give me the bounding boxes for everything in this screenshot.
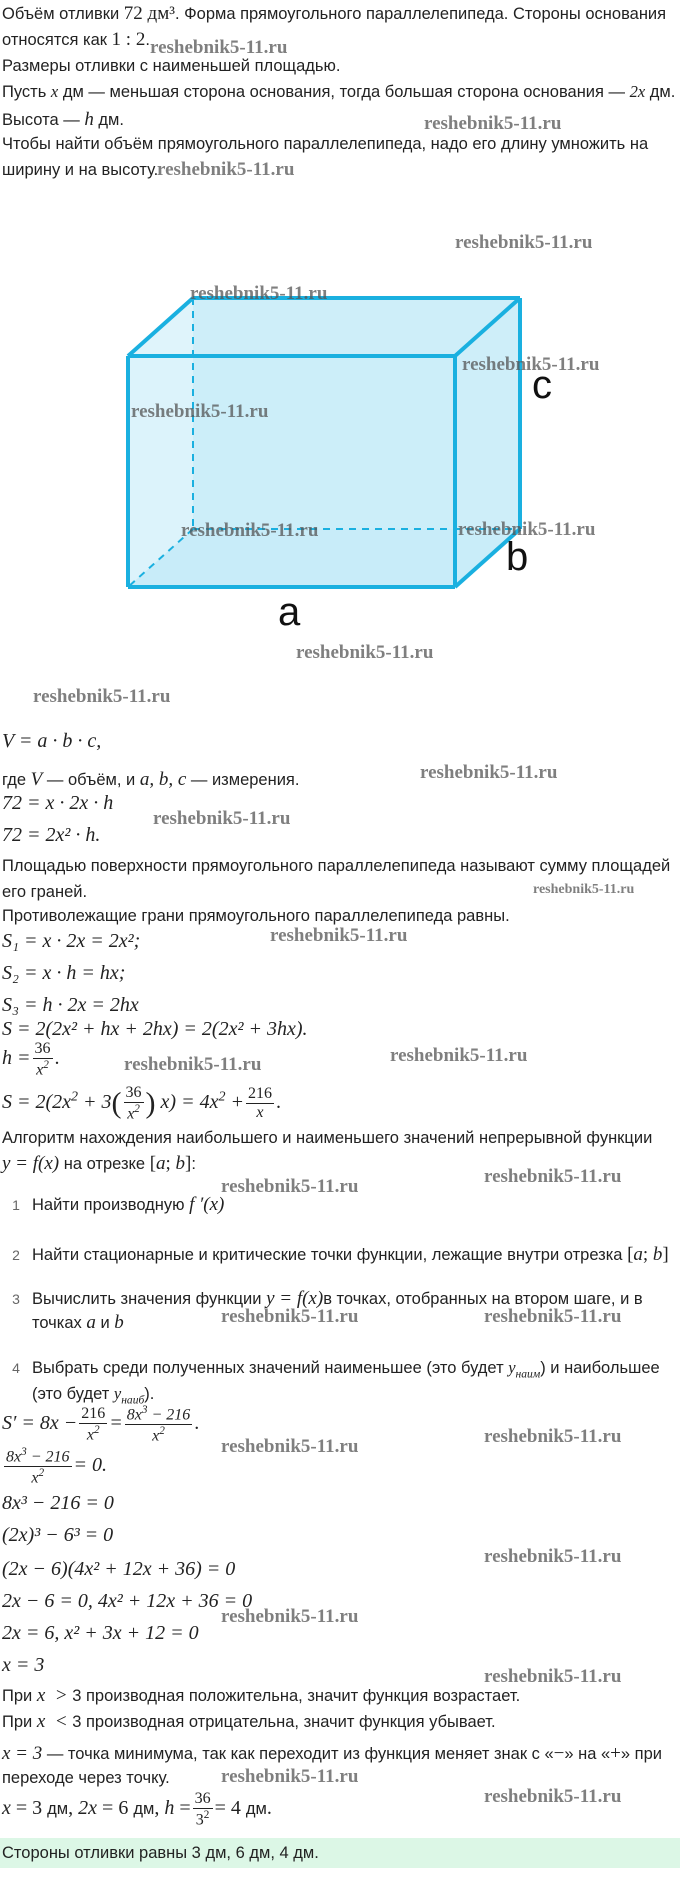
intro-line-7: ширину и на высоту. xyxy=(2,161,159,179)
equation-s2: S₂ = x · h = hx; xyxy=(2,962,126,984)
surface-text-3: Противолежащие грани прямоугольного параллелепипеда равны. xyxy=(2,907,510,925)
watermark: reshebnik5-11.ru xyxy=(455,232,593,253)
label-a: a xyxy=(278,590,301,634)
label-b: b xyxy=(506,535,529,579)
intro-line-5: Высота — h дм. xyxy=(2,109,124,130)
volume-description: где V — объём, и a, b, c — измерения. xyxy=(2,769,300,790)
watermark: reshebnik5-11.ru xyxy=(270,925,408,946)
intro-line-2: относятся как 1 : 2. xyxy=(2,29,150,50)
intro-line-4: Пусть x дм — меньшая сторона основания, тогда большая сторона основания — 2x дм. xyxy=(2,82,676,101)
answer-text: Стороны отливки равны 3 дм, 6 дм, 4 дм. xyxy=(2,1844,319,1862)
equation-72-b: 72 = 2x² · h. xyxy=(2,824,101,846)
equation-s1: S₁ = x · 2x = 2x²; xyxy=(2,930,141,952)
watermark: reshebnik5-11.ru xyxy=(221,1176,359,1197)
label-c: c xyxy=(532,363,552,407)
front-face xyxy=(128,356,455,587)
minimum-note: x = 3 — точка минимума, так как переходит из функция меняет знак с «−» на «+» при xyxy=(2,1743,662,1764)
algorithm-text-2: y = f(x) на отрезке [a; b]: xyxy=(2,1153,196,1174)
watermark: reshebnik5-11.ru xyxy=(181,520,319,541)
derivative-equation: S′ = 8x − $\frac{216}{x^2}$ = $\frac{8x^3 - 216}{x^2}$ . xyxy=(2,1404,200,1445)
watermark: reshebnik5-11.ru xyxy=(390,1045,528,1066)
algorithm-step-3-cont: точках a и b xyxy=(32,1312,124,1333)
watermark: reshebnik5-11.ru xyxy=(221,1436,359,1457)
intro-line-6: Чтобы найти объём прямоугольного параллелепипеда, надо его длину умножить на xyxy=(2,135,649,153)
minimum-note-cont: переходе через точку. xyxy=(2,1769,170,1787)
watermark: reshebnik5-11.ru xyxy=(484,1306,622,1327)
decreasing-note: При x < 3 производная отрицательна, значит функция убывает. xyxy=(2,1711,496,1732)
watermark: reshebnik5-11.ru xyxy=(153,808,291,829)
parallelepiped-figure xyxy=(0,230,680,650)
algorithm-text-1: Алгоритм нахождения наибольшего и наименьшего значений непрерывной функции xyxy=(2,1129,653,1147)
dimensions-equation: x = 3 дм, 2x = 6 дм, h = $\frac{36}{3^2}$ = 4 дм. xyxy=(2,1790,272,1828)
surface-text-1: Площадью поверхности прямоугольного параллелепипеда называют сумму площадей xyxy=(2,857,671,875)
watermark: reshebnik5-11.ru xyxy=(221,1306,359,1327)
watermark: reshebnik5-11.ru xyxy=(533,882,635,897)
equation-s3: S₃ = h · 2x = 2hx xyxy=(2,994,139,1016)
solution-eq-4: (2x)³ − 6³ = 0 xyxy=(2,1524,114,1546)
derivative-zero: $\frac{8x^3 - 216}{x^2}$ = 0. xyxy=(6,1446,107,1487)
watermark: reshebnik5-11.ru xyxy=(424,113,562,134)
watermark: reshebnik5-11.ru xyxy=(484,1546,622,1567)
watermark: reshebnik5-11.ru xyxy=(157,159,295,180)
solution-eq-7: 2x = 6, x² + 3x + 12 = 0 xyxy=(2,1622,199,1644)
intro-line-1: Объём отливки 72 дм³. Форма прямоугольного параллелепипеда. Стороны основания xyxy=(2,3,667,24)
equation-s: S = 2(2x² + hx + 2hx) = 2(2x² + 3hx). xyxy=(2,1018,308,1040)
equation-s-substituted: $S = 2(2x^2 + 3$( $\frac{36}{x^2}$ ) $x) = 4x^2$ + $\frac{216}{x}$ . xyxy=(2,1084,281,1122)
equation-h: h = $\frac{36}{x^2}$ . xyxy=(2,1040,60,1078)
watermark: reshebnik5-11.ru xyxy=(221,1606,359,1627)
surface-text-2: его граней. xyxy=(2,883,88,901)
watermark: reshebnik5-11.ru xyxy=(221,1766,359,1787)
top-face xyxy=(128,298,520,356)
watermark: reshebnik5-11.ru xyxy=(296,642,434,663)
watermark: reshebnik5-11.ru xyxy=(190,283,328,304)
volume-formula: V = a · b · c, xyxy=(2,730,102,752)
watermark: reshebnik5-11.ru xyxy=(484,1426,622,1447)
watermark: reshebnik5-11.ru xyxy=(131,401,269,422)
watermark: reshebnik5-11.ru xyxy=(124,1054,262,1075)
algorithm-step-3: 3 Вычислить значения функции y = f(x)в точках, отобранных на втором шаге, и в xyxy=(12,1288,643,1309)
algorithm-step-1: 1 Найти производную f ′(x) xyxy=(12,1194,225,1215)
watermark: reshebnik5-11.ru xyxy=(484,1166,622,1187)
watermark: reshebnik5-11.ru xyxy=(420,762,558,783)
solution-eq-3: 8x³ − 216 = 0 xyxy=(2,1492,114,1514)
intro-line-3: Размеры отливки с наименьшей площадью. xyxy=(2,57,341,75)
solution-eq-5: (2x − 6)(4x² + 12x + 36) = 0 xyxy=(2,1558,236,1580)
watermark: reshebnik5-11.ru xyxy=(33,686,171,707)
watermark: reshebnik5-11.ru xyxy=(150,37,288,58)
equation-72-a: 72 = x · 2x · h xyxy=(2,792,114,814)
algorithm-step-2: 2 Найти стационарные и критические точки функции, лежащие внутри отрезка [a; b] xyxy=(12,1244,669,1265)
watermark: reshebnik5-11.ru xyxy=(458,519,596,540)
watermark: reshebnik5-11.ru xyxy=(484,1786,622,1807)
watermark: reshebnik5-11.ru xyxy=(484,1666,622,1687)
algorithm-step-4: 4 Выбрать среди полученных значений наименьшее (это будет $y_{наим}$) и наибольшее xyxy=(12,1358,660,1381)
increasing-note: При x > 3 производная положительна, значит функция возрастает. xyxy=(2,1685,521,1706)
algorithm-step-4-cont: (это будет $y_{наиб}$). xyxy=(32,1384,155,1407)
solution-eq-6: 2x − 6 = 0, 4x² + 12x + 36 = 0 xyxy=(2,1590,253,1612)
watermark: reshebnik5-11.ru xyxy=(462,354,600,375)
solution-eq-8: x = 3 xyxy=(2,1654,45,1676)
